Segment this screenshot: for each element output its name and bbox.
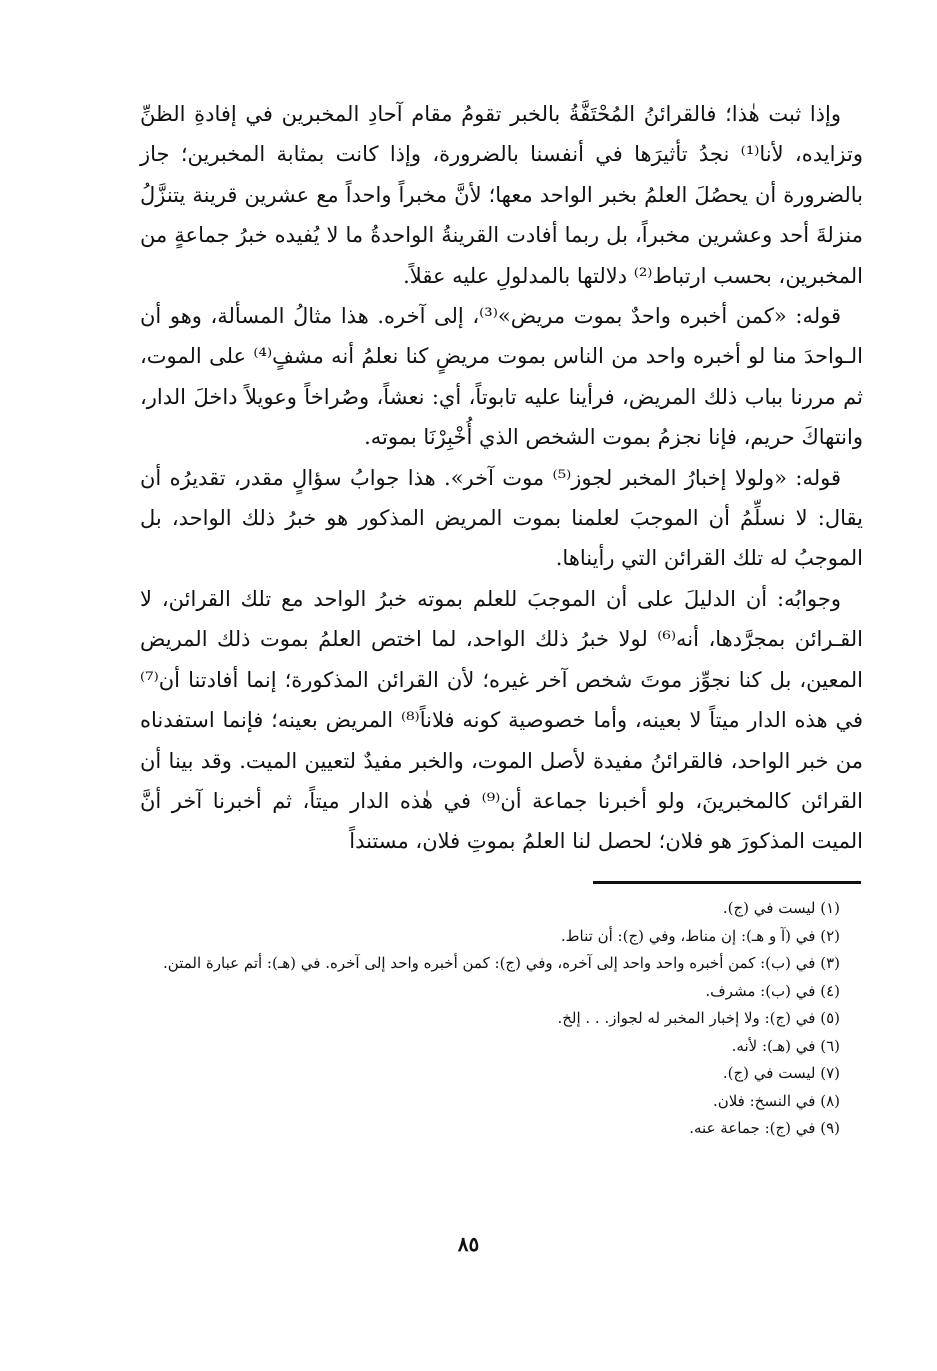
footnote-5: (٥) في (ج): ولا إخبار المخبر له لجواز. . . إلخ.: [557, 1009, 840, 1027]
paragraph-2: قوله: «كمن أخبره واحدٌ بموت مريض»⁽³⁾، إلى آخره. هذا مثالُ المسألة، وهو أن الـواحدَ منا لو أخبره واحد من الناس بموت مريضٍ كنا نعلمُ أنه مشفٍ⁽⁴⁾ على الموت، ثم مررنا بباب ذلك المريض، فرأينا عليه تابوتاً، أي: نعشاً، وصُراخاً وعويلاً داخلَ الدار، وانتهاكَ حريم، فإنا نجزمُ بموت الشخص الذي أُخْبِرْنَا بموته.: [140, 304, 864, 450]
footnote-4: (٤) في (ب): مشرف.: [705, 981, 840, 1000]
paragraph-4: وجوابُه: أن الدليلَ على أن الموجبَ للعلم بموته خبرُ الواحد مع تلك القرائن، لا القـرائن بمجرَّدها، أنه⁽⁶⁾ لولا خبرُ ذلك الواحد، لما اختص العلمُ بموت ذلك المريض المعين، بل كنا نجوِّز موتَ شخص آخر غيره؛ لأن القرائن المذكورة؛ إنما أفادتنا أن⁽⁷⁾ في هذه الدار ميتاً لا بعينه، وأما خصوصية كونه فلاناً⁽⁸⁾ المريض بعينه؛ فإنما استفدناه من خبر الواحد، فالقرائنُ مفيدة لأصل الموت، والخبر مفيدٌ لتعيين الميت. وقد بينا أن القرائن كالمخبرينَ، ولو أخبرنا جماعة أن⁽⁹⁾ في هٰذه الدار ميتاً، ثم أخبرنا آخر أنَّ الميت المذكورَ هو فلان؛ لحصل لنا العلمُ بموتِ فلان، مستنداً: [140, 586, 863, 854]
footnote-7: (٧) ليست في (ج).: [722, 1064, 840, 1082]
page-number: ٨٥: [457, 1232, 480, 1256]
paragraph-1: وإذا ثبت هٰذا؛ فالقرائنُ المُحْتَفَّةُ بالخبر تقومُ مقام آحادِ المخبرين في إفادةِ الظنِّ وتزايده، لأنا⁽¹⁾ نجدُ تأثيرَها في أنفسنا بالضرورة، وإذا كانت بمثابة المخبرين؛ جاز بالضرورة أن يحصُلَ العلمُ بخبر الواحد معها؛ لأنَّ مخبراً واحداً مع عشرين قرينة يتنزَّلُ منزلةَ أحد وعشرين مخبراً، بل ربما أفادت القرينةُ الواحدةُ ما لا يُفيده خبرُ جماعةٍ من المخبرين، بحسب ارتباط⁽²⁾ دلالتها بالمدلولِ عليه عقلاً.: [140, 102, 863, 288]
footnote-3: (٣) في (ب): كمن أخبره واحد واحد إلى آخره، وفي (ج): كمن أخبره واحد إلى آخره. في (هـ): أتم عبارة المتن.: [163, 954, 840, 972]
footnote-6: (٦) في (هـ): لأنه.: [731, 1036, 840, 1055]
footnote-1: (١) ليست في (ج).: [722, 899, 840, 917]
footnote-separator: [593, 881, 861, 884]
footnote-8: (٨) في النسخ: فلان.: [712, 1091, 840, 1110]
main-text: [140, 94, 863, 862]
paragraph-3: قوله: «ولولا إخبارُ المخبر لجوز⁽⁵⁾ موت آخر». هذا جوابُ سؤالٍ مقدر، تقديرُه أن يقال: لا نسلِّمُ أن الموجبَ لعلمنا بموت المريض المذكور هو خبرُ ذلك الواحد، بل الموجبُ له تلك القرائن التي رأيناها.: [140, 465, 863, 571]
footnote-9: (٩) في (ج): جماعة عنه.: [689, 1119, 840, 1137]
footnotes-list: [136, 895, 840, 1143]
footnote-2: (٢) في (آ و هـ): إن مناط، وفي (ج): أن تناط.: [560, 926, 840, 945]
